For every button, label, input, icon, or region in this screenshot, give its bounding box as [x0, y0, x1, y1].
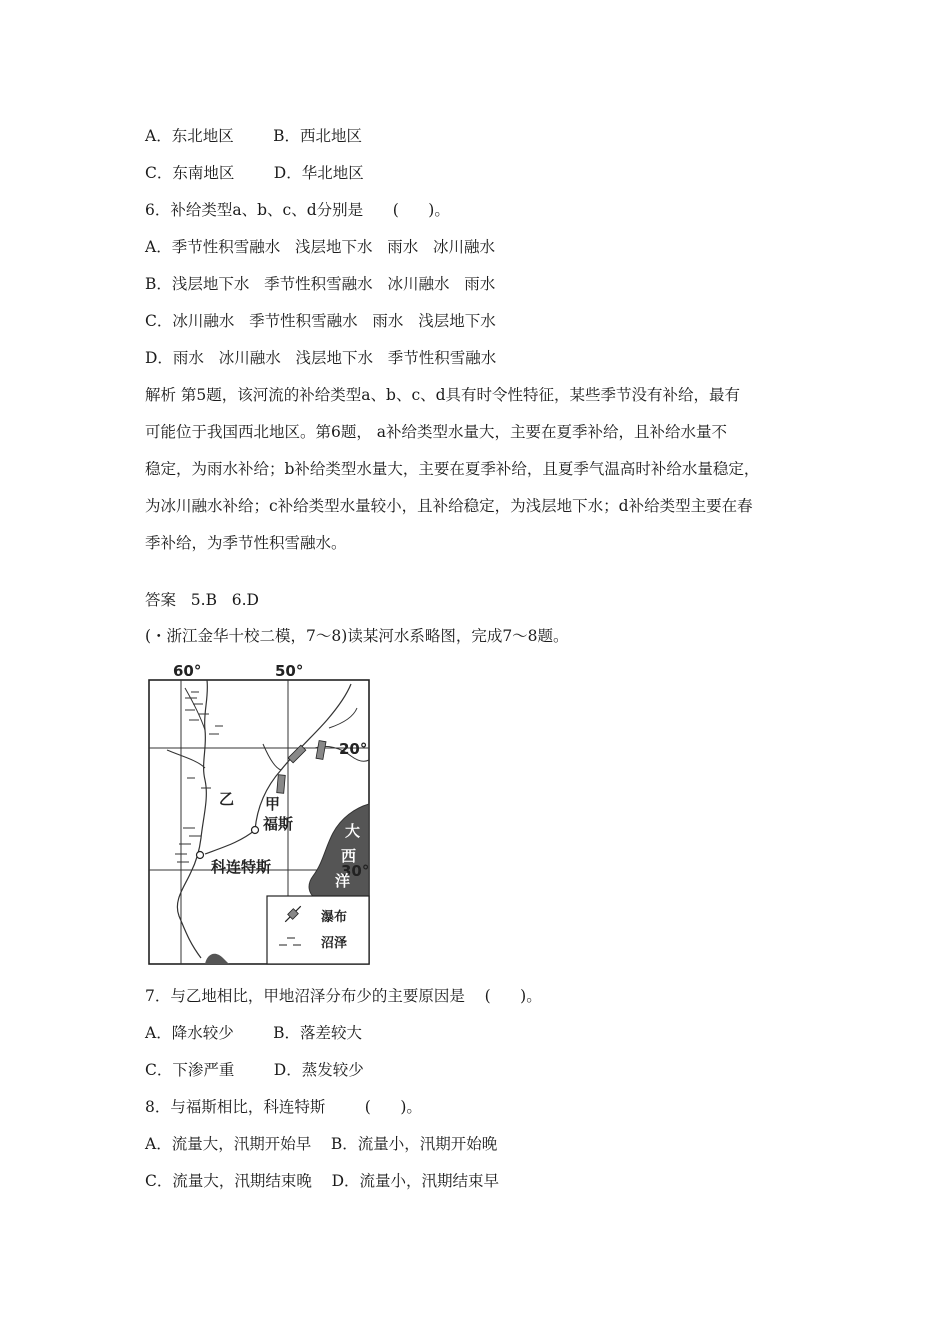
analysis-paragraph	[145, 377, 825, 562]
q7-option-row-1: A．降水较少 B．落差较大	[145, 1024, 363, 1042]
label-yi: 乙	[219, 790, 235, 808]
q8-stem: 8．与福斯相比，科连特斯 ( )。	[145, 1098, 422, 1116]
label-lat-20: 20°	[339, 740, 368, 758]
coast-south	[205, 954, 229, 964]
label-ocean-1: 大	[345, 822, 361, 840]
river-north-east	[329, 708, 357, 728]
waterfall-icon	[277, 775, 286, 794]
river-west-branch	[167, 750, 205, 768]
q8-option-row-1: A．流量大，汛期开始早 B．流量小，汛期开始晚	[145, 1135, 498, 1153]
label-ocean-2: 西	[341, 847, 357, 865]
q6-option-a: A．季节性积雪融水 浅层地下水 雨水 冰川融水	[145, 238, 496, 256]
label-jia: 甲	[265, 795, 281, 813]
waterfall-icon	[316, 741, 326, 760]
river-main	[177, 680, 207, 958]
analysis-line-2: 可能位于我国西北地区。第6题， a补给类型水量大，主要在夏季补给，且补给水量不	[145, 423, 728, 441]
analysis-line-4: 为冰川融水补给；c补给类型水量较小，且补给稳定，为浅层地下水；d补给类型主要在春	[145, 497, 753, 515]
q6-option-c: C．冰川融水 季节性积雪融水 雨水 浅层地下水	[145, 312, 496, 330]
river-upper-left	[185, 688, 205, 730]
q6-option-b: B．浅层地下水 季节性积雪融水 冰川融水 雨水	[145, 275, 496, 293]
q5-option-row-1: A．东北地区 B．西北地区	[145, 127, 363, 145]
label-fusi: 福斯	[263, 815, 294, 833]
label-lon-50: 50°	[275, 662, 304, 680]
label-kelian: 科连特斯	[211, 858, 272, 876]
q7-stem: 7．与乙地相比，甲地沼泽分布少的主要原因是 ( )。	[145, 987, 542, 1005]
label-lon-60: 60°	[173, 662, 202, 680]
q7-option-row-2: C．下渗严重 D．蒸发较少	[145, 1061, 364, 1079]
map-legend	[267, 896, 369, 964]
kelian-city-dot	[197, 852, 204, 859]
question-source: (・浙江金华十校二模，7～8)读某河水系略图，完成7～8题。	[145, 627, 569, 645]
analysis-line-3: 稳定，为雨水补给；b补给类型水量大，主要在夏季补给，且夏季气温高时补给水量稳定，	[145, 460, 760, 478]
river-system-map	[145, 658, 375, 968]
analysis-line-1: 解析 第5题，该河流的补给类型a、b、c、d具有时令性特征，某些季节没有补给，最有	[145, 386, 741, 404]
label-ocean-3: 洋	[335, 872, 351, 890]
answer-line: 答案 5.B 6.D	[145, 591, 259, 609]
q8-option-row-2: C．流量大，汛期结束晚 D．流量小，汛期结束早	[145, 1172, 499, 1190]
q5-option-row-2: C．东南地区 D．华北地区	[145, 164, 364, 182]
river-east-lower	[205, 830, 255, 854]
legend-waterfall-label: 瀑布	[321, 910, 348, 925]
label-lat-30: 30°	[341, 862, 370, 880]
legend-swamp-label: 沼泽	[321, 936, 348, 951]
q6-option-d: D．雨水 冰川融水 浅层地下水 季节性积雪融水	[145, 349, 497, 367]
fusi-city-dot	[252, 827, 259, 834]
swamp-symbols	[171, 692, 223, 870]
q6-stem: 6．补给类型a、b、c、d分别是 ( )。	[145, 201, 450, 219]
analysis-line-5: 季补给，为季节性积雪融水。	[145, 534, 347, 552]
